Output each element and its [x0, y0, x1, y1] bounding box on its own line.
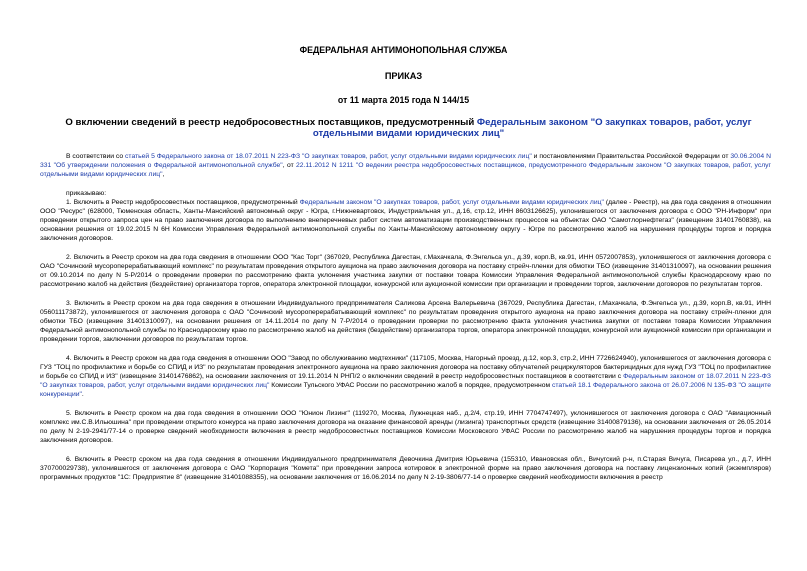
item-text: (далее - Реестр), на два года сведения в отношении ООО "Ресурс" (628000, Тюменская область, Ханты-Мансийский автономный округ - Югра, г.Нижневартовск, Индустриальная ул., д.16, стр.12, ИНН 8603126625), уклонившегося от заключения договора с ООО "РН-Информ" при проведении открытого запроса цен на право заключения договора по выполнению внеперечневых работ систем автоматизации производственных процессов на объектах ОАО "Самотлорнефтегаз" (извещение 31401760838), на основании решения от 19.02.2015 N 6Н Комиссии Управления Федеральной антимонопольной службы по Ханты-Мансийскому автономному округу - Югре по рассмотрению жалоб на нарушения процедуры торгов и порядка заключения договоров. [40, 198, 772, 243]
item-text: Комиссии Тульского УФАС России по рассмотрению жалоб в порядке, предусмотренном [269, 382, 552, 390]
preamble-text: , [162, 171, 165, 179]
item-text: . [81, 391, 84, 399]
law-article-5-link[interactable]: статьей 5 Федерального закона от 18.07.2011 N 223-ФЗ "О закупках товаров, работ, услуг отдельными видами юридических лиц" [125, 153, 532, 160]
item-paragraph-3 [40, 299, 771, 344]
document-title [40, 117, 777, 139]
law-223-link[interactable]: Федеральным законом от 18.07.2011 N 223-ФЗ "О закупках товаров, работ, услуг отдельными видами юридических лиц" [40, 373, 771, 390]
item-text: 1. Включить в Реестр недобросовестных поставщиков, предусмотренный [66, 198, 300, 206]
document-type: ПРИКАЗ [384, 71, 423, 81]
item-text: 3. Включить в Реестр сроком на два года сведения в отношении Индивидуального предпринимателя Саликова Арсена Валерьевича (367029, Республика Дагестан, г.Махачкала, Ф.Энгельса ул., д.39, корп.В, кв.91, ИНН 056011173872), уклонившегося от заключения договора с ОАО "Сочинский мусороперерабатывающий комплекс" по результатам проведения открытого аукциона на право заключения договора на поставку стрейч-пленки для обмотки ТБО (извещение 31401310097), на основании решения от 14.11.2014 по делу N 7-Р/2014 о проведении проверки по рассмотрению факта уклонения участника закупки от поставки товара Комиссии Управления Федеральной антимонопольной службы по Краснодарскому краю по рассмотрению жалоб на действия (бездействие) организатора торгов, оператора электронной площадки, конкурсной или аукционной комиссии при организации и проведении торгов, заключении договоров по результатам торгов. [40, 300, 771, 344]
item-text: 5. Включить в Реестр сроком на два года сведения в отношении ООО "Юнион Лизинг" (119270, Москва, Лужнецкая наб., д.2/4, стр.19, ИНН 7704747497), уклонившегося от заключения договора с ОАО "Авиационный комплекс им.С.В.Ильюшина" при проведении открытого конкурса на право заключения договора на оказание финансовой аренды (лизинга) транспортных средств (извещение 31400879136), на основании заключения от 26.05.2014 по делу N 2-19-2941/77-14 о проверке сведений необходимости включения в реестр недобросовестных поставщиков Комиссии Московского УФАС России по рассмотрению жалоб на нарушения процедуры торгов и порядка заключения договоров. [40, 410, 771, 445]
title-text: О включении сведений в реестр недобросовестных поставщиков, предусмотренный [65, 117, 477, 128]
law-135-article-18-1-link[interactable]: статьей 18.1 Федерального закона от 26.07.2006 N 135-ФЗ "О защите конкуренции" [40, 382, 771, 399]
document-body [40, 152, 771, 492]
item-text: 4. Включить в Реестр сроком на два года сведения в отношении ООО "Завод по обслуживанию медтехники" (117105, Москва, Нагорный проезд, д.12, кор.3, стр.2, ИНН 7726624940), уклонившегося от заключения договора с ГУЗ "ТОЦ по профилактике и борьбе со СПИД и ИЗ" по результатам проведения электронного аукциона на право заключения договора на поставку облучателей рециркуляторов бактерицидных для нужд ГУЗ "ТОЦ по профилактике и борьбе со СПИД и ИЗ" (извещение 31401476862), на основании заключения от 19.11.2014 N РНП/2 о включении сведений в реестр недобросовестных поставщиков в соответствии с [40, 355, 771, 381]
document-date-number: от 11 марта 2015 года N 144/15 [337, 95, 470, 105]
item-text: 6. Включить в Реестр сроком на два года сведения в отношении Индивидуального предпринимателя Девочкина Дмитрия Юрьевича (155310, Ивановская обл., Вичугский р-н, п.Старая Вичуга, Писарева ул., д.7, ИНН 370700029738), уклонившегося от заключения договора с ОАО "Корпорация "Комета" при проведении запроса котировок в электронной форме на право заключения договора на поставку лицензионных копий (экземпляров) программных продуктов "1С: Предприятие 8" (извещение 31401088355), на основании заключения от 16.06.2014 по делу N 2-19-3806/77-14 о проверке сведений необходимости включения в реестр [40, 456, 771, 482]
agency-name: ФЕДЕРАЛЬНАЯ АНТИМОНОПОЛЬНАЯ СЛУЖБА [299, 45, 508, 55]
item-paragraph-2 [40, 253, 771, 289]
preamble-text: , от [282, 162, 297, 170]
preamble-text: В соответствии со [66, 153, 126, 160]
item-text: 2. Включить в Реестр сроком на два года сведения в отношении ООО "Кас Торг" (367029, Республика Дагестан, г.Махачкала, Ф.Энгельса ул., д.39, корп.В, кв.91, ИНН 0572007853), уклонившегося от заключения договора с ОАО "Сочинский мусороперерабатывающий комплекс" по результатам проведения открытого аукциона на право заключения договора на поставку стрейч-пленки для обмотки ТБО (извещение 31401310097), на основании решения от 09.10.2014 по делу N 5-Р/2014 о проведении проверки по рассмотрению факта уклонения участника закупки от поставки товара Комиссии Управления Федеральной антимонопольной службы Краснодарскому краю по рассмотрению жалоб на действия (бездействие) организатора торгов, оператора электронной площадки, конкурсной или аукционной комиссии при организации и проведении торгов, заключении договоров по результатам торгов. [40, 254, 771, 289]
law-223-link[interactable]: Федеральным законом "О закупках товаров, работ, услуг отдельными видами юридических лиц" [299, 198, 604, 206]
item-paragraph-4 [40, 354, 771, 399]
item-paragraph-6 [40, 455, 771, 482]
preamble-paragraph [40, 152, 771, 179]
resolution-1211-link[interactable]: 22.11.2012 N 1211 "О ведении реестра недобросовестных поставщиков, предусмотренного Федеральным законом "О закупках товаров, работ, услуг отдельными видами юридических лиц" [40, 162, 771, 179]
resolution-331-link[interactable]: 30.06.2004 N 331 "Об утверждении положения о Федеральной антимонопольной службе" [40, 153, 771, 170]
title-law-link[interactable]: Федеральным законом "О закупках товаров, работ, услуг отдельными видами юридических лиц" [312, 117, 752, 139]
item-paragraph-1 [40, 198, 771, 243]
item-paragraph-5 [40, 409, 771, 445]
preamble-text: и постановлениями Правительства Российской Федерации от [531, 153, 731, 160]
ordered-word: приказываю: [66, 189, 107, 197]
